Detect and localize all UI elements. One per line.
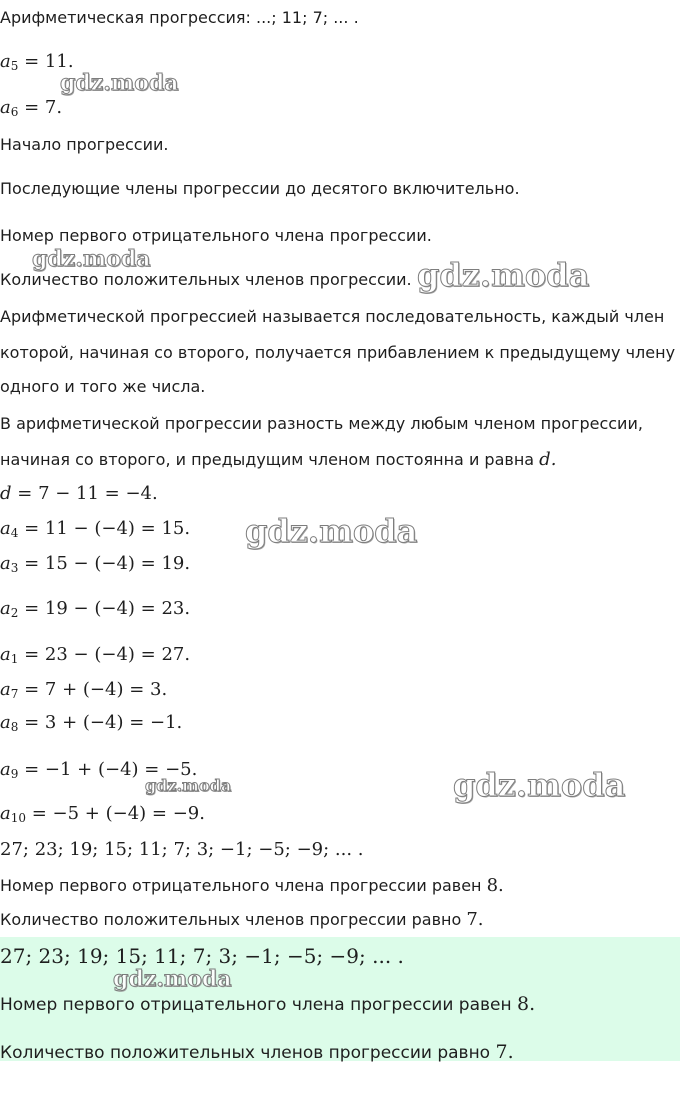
theory-line-1: Арифметической прогрессией называется последовательность, каждый член (0, 307, 665, 326)
task-first-negative: Номер первого отрицательного члена прогрессии. (0, 226, 432, 245)
watermark: gdz.moda (245, 512, 418, 550)
theory-line-4: В арифметической прогрессии разность между любым членом прогрессии, (0, 414, 643, 433)
calc-a7: $a_7 = 7 + (-4) = 3$. (0, 679, 168, 701)
task-start: Начало прогрессии. (0, 135, 169, 154)
answer-box (0, 937, 680, 1061)
theory-line-5: начиная со второго, и предыдущим членом постоянна и равна d. (0, 449, 557, 470)
header-line: Арифметическая прогрессия: ...; 11; 7; ... . (0, 8, 359, 27)
watermark: gdz.moda (453, 766, 626, 804)
given-a6: $a_6 = 7$. (0, 97, 63, 119)
calc-a1: $a_1 = 23 - (-4) = 27$. (0, 644, 191, 666)
calc-a8: $a_8 = 3 + (-4) = -1$. (0, 712, 183, 734)
theory-line-3: одного и того же числа. (0, 377, 206, 396)
theory-variable: d. (539, 449, 557, 470)
calc-a10: $a_{10} = -5 + (-4) = -9$. (0, 803, 205, 825)
calc-a4: $a_4 = 11 - (-4) = 15$. (0, 518, 191, 540)
answer-sequence: 27; 23; 19; 15; 11; 7; 3; −1; −5; −9; ... . (0, 944, 404, 968)
answer-first-negative: Номер первого отрицательного члена прогрессии равен 8. (0, 993, 536, 1015)
task-positive-count: Количество положительных членов прогрессии. (0, 270, 412, 289)
watermark: gdz.moda (32, 246, 151, 272)
calc-d: d = 7 − 11 = −4. (0, 483, 158, 504)
given-a5: $a_5 = 11$. (0, 51, 74, 73)
theory-line-2: которой, начиная со второго, получается прибавлением к предыдущему члену (0, 343, 676, 362)
sequence-line: 27; 23; 19; 15; 11; 7; 3; −1; −5; −9; ... . (0, 839, 364, 860)
task-next-terms: Последующие члены прогрессии до десятого включительно. (0, 179, 520, 198)
result-first-negative: Номер первого отрицательного члена прогрессии равен 8. (0, 875, 504, 896)
watermark: gdz.moda (60, 70, 179, 96)
watermark: gdz.moda (417, 256, 590, 294)
calc-a9: $a_9 = -1 + (-4) = -5$. (0, 759, 198, 781)
result-positive-count: Количество положительных членов прогрессии равно 7. (0, 909, 484, 930)
calc-a3: $a_3 = 15 - (-4) = 19$. (0, 553, 191, 575)
watermark: gdz.moda (113, 966, 232, 992)
calc-a2: $a_2 = 19 - (-4) = 23$. (0, 598, 191, 620)
answer-positive-count: Количество положительных членов прогрессии равно 7. (0, 1041, 514, 1063)
watermark: gdz.moda (145, 776, 232, 795)
